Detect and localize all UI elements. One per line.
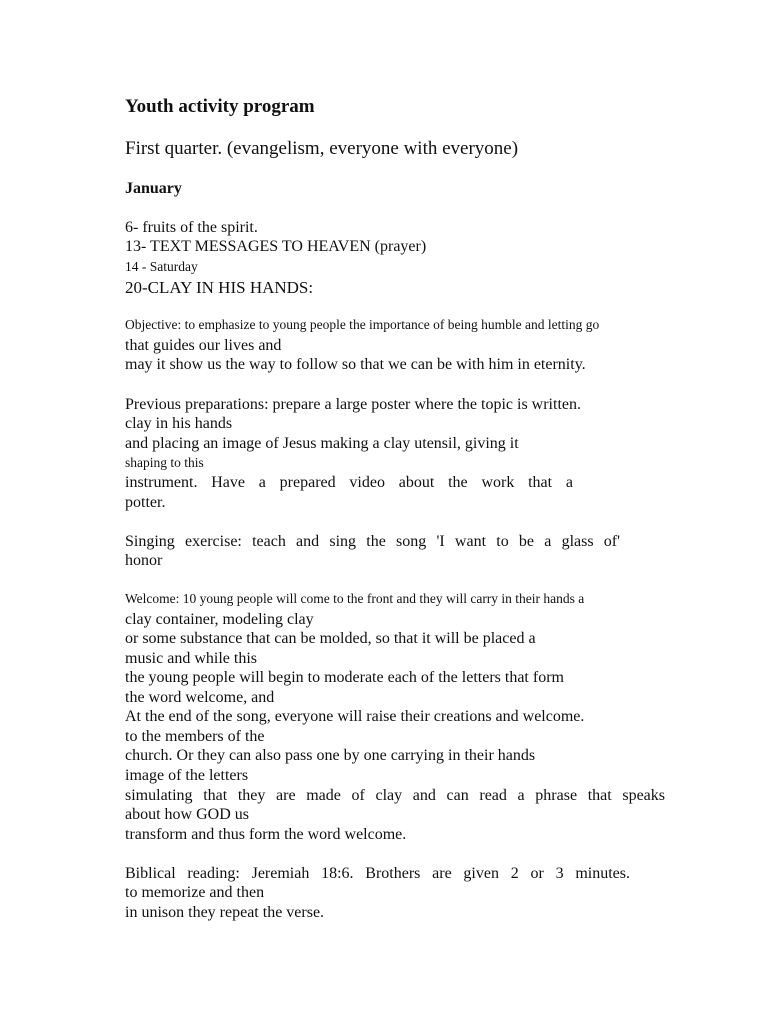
schedule-item: 14 - Saturday (125, 259, 198, 274)
welcome-line: image of the letters (125, 767, 249, 784)
preparations-line: shaping to this (125, 455, 204, 470)
schedule-item: 20-CLAY IN HIS HANDS: (125, 278, 314, 297)
welcome-line: the young people will begin to moderate each of the letters that form (125, 669, 564, 686)
reading-line: to memorize and then (125, 884, 265, 901)
preparations-line: and placing an image of Jesus making a clay utensil, giving it (125, 435, 519, 452)
welcome-line: transform and thus form the word welcome. (125, 826, 407, 843)
welcome-line: about how GOD us (125, 806, 249, 823)
schedule-item: 6- fruits of the spirit. (125, 219, 258, 236)
objective-line: that guides our lives and (125, 337, 282, 354)
preparations-line: potter. (125, 494, 166, 511)
schedule-item: 13- TEXT MESSAGES TO HEAVEN (prayer) (125, 238, 427, 255)
preparations-line: Previous preparations: prepare a large poster where the topic is written. (125, 396, 581, 413)
welcome-line: or some substance that can be molded, so that it will be placed a (125, 630, 536, 647)
preparations-line: clay in his hands (125, 415, 233, 432)
welcome-line: music and while this (125, 650, 257, 667)
singing-line: honor (125, 552, 163, 569)
objective-line: Objective: to emphasize to young people the importance of being humble and letting go (125, 317, 600, 332)
welcome-line: At the end of the song, everyone will raise their creations and welcome. (125, 708, 585, 725)
page-title: Youth activity program (125, 96, 315, 117)
month-heading: January (125, 180, 182, 197)
welcome-line: the word welcome, and (125, 689, 275, 706)
welcome-line: to the members of the (125, 728, 265, 745)
singing-line: Singing exercise: teach and sing the song 'I want to be a glass of' (125, 533, 620, 550)
objective-line: may it show us the way to follow so that we can be with him in eternity. (125, 356, 586, 373)
welcome-line: clay container, modeling clay (125, 611, 314, 628)
welcome-line: simulating that they are made of clay and can read a phrase that speaks (125, 787, 665, 804)
welcome-line: church. Or they can also pass one by one carrying in their hands (125, 747, 536, 764)
reading-line: in unison they repeat the verse. (125, 904, 325, 921)
preparations-line: instrument. Have a prepared video about the work that a (125, 474, 573, 491)
quarter-heading: First quarter. (evangelism, everyone with everyone) (125, 138, 519, 159)
reading-line: Biblical reading: Jeremiah 18:6. Brothers are given 2 or 3 minutes. (125, 865, 630, 882)
welcome-line: Welcome: 10 young people will come to the front and they will carry in their hands a (125, 591, 585, 606)
